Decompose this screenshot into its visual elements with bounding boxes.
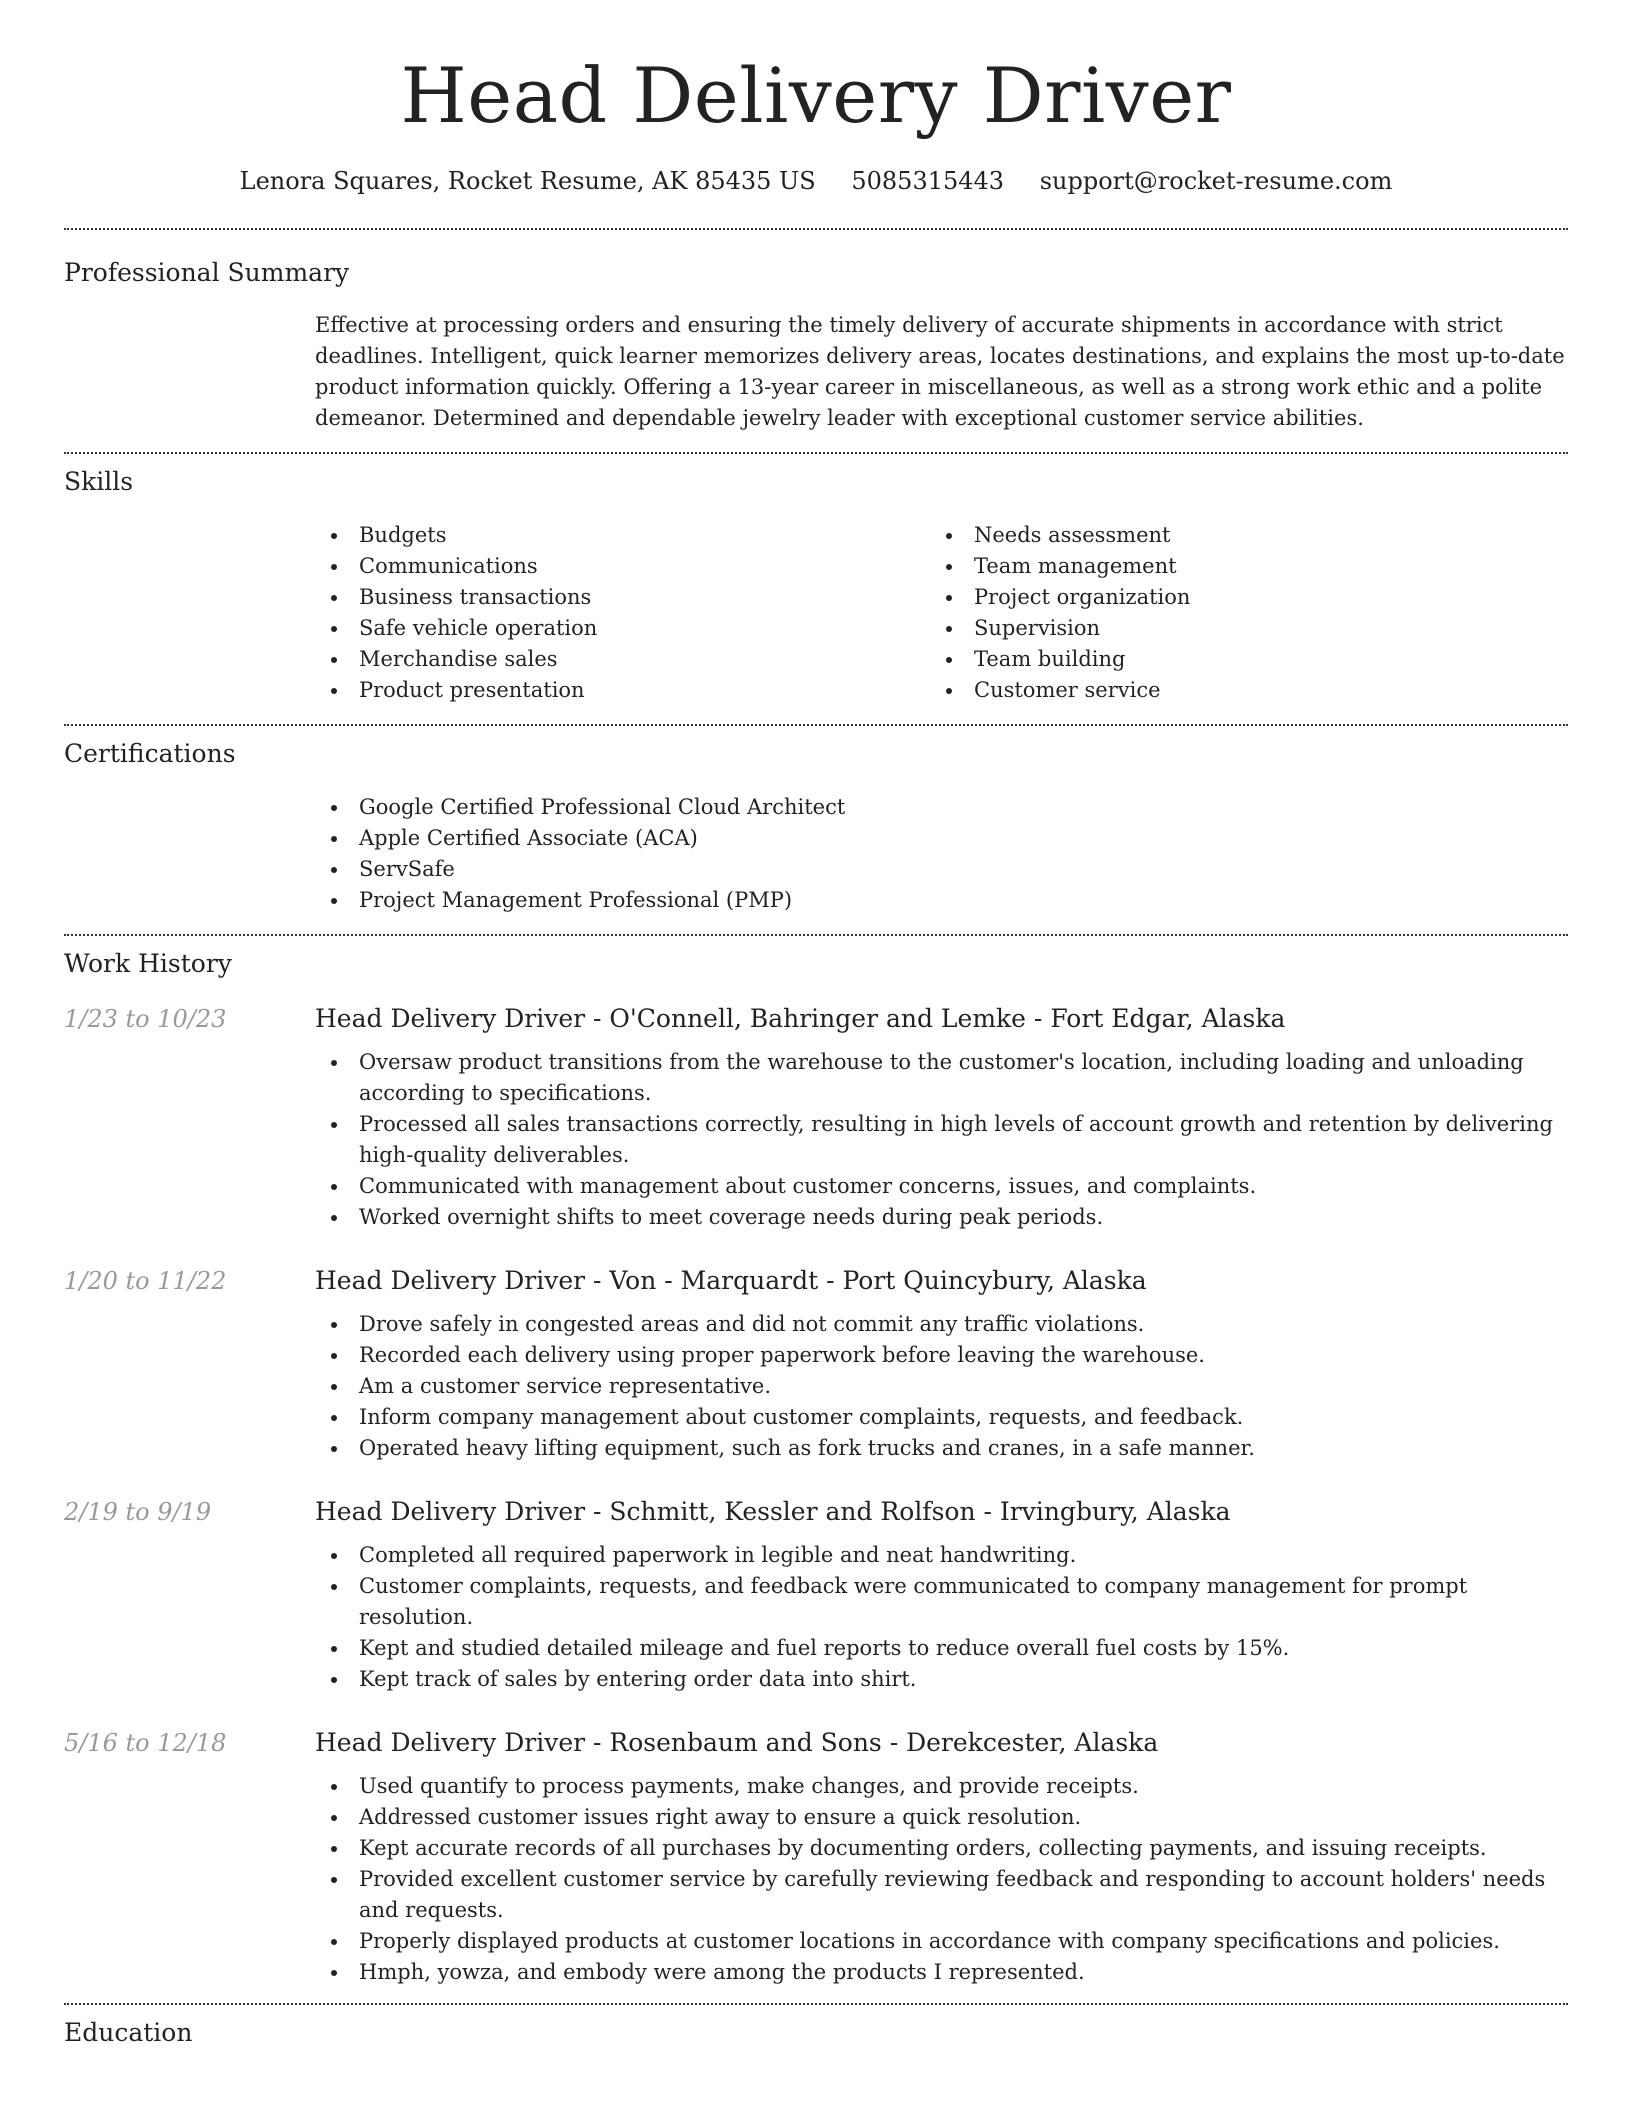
resume-title: Head Delivery Driver	[400, 51, 1232, 140]
job-entry	[64, 1266, 1568, 1464]
job-entry	[64, 1004, 1568, 1233]
job-bullet: Customer complaints, requests, and feedback were communicated to company management for prompt resolution.	[315, 1571, 1568, 1633]
skill-item: Needs assessment	[930, 520, 1545, 551]
certifications-list	[315, 792, 1568, 916]
job-bullet: Properly displayed products at customer locations in accordance with company specifications and policies.	[315, 1926, 1568, 1957]
job-entry	[64, 1728, 1568, 1988]
work-history-section	[64, 936, 1568, 1988]
skills-heading: Skills	[64, 467, 134, 496]
job-bullet: Oversaw product transitions from the warehouse to the customer's location, including loading and unloading according to specifications.	[315, 1047, 1568, 1109]
certification-item: Project Management Professional (PMP)	[315, 885, 1568, 916]
job-bullet: Recorded each delivery using proper paperwork before leaving the warehouse.	[315, 1340, 1568, 1371]
job-bullets	[315, 1309, 1568, 1464]
skill-item: Budgets	[315, 520, 930, 551]
job-date: 2/19 to 9/19	[64, 1498, 212, 1526]
contact-phone: 5085315443	[851, 167, 1005, 195]
certification-item: Apple Certified Associate (ACA)	[315, 823, 1568, 854]
job-date: 1/20 to 11/22	[64, 1267, 227, 1295]
skill-item: Safe vehicle operation	[315, 613, 930, 644]
skill-item: Customer service	[930, 675, 1545, 706]
work-history-heading: Work History	[64, 949, 232, 978]
certifications-section	[64, 726, 1568, 916]
skill-item: Merchandise sales	[315, 644, 930, 675]
contact-line	[64, 166, 1568, 196]
skill-item: Product presentation	[315, 675, 930, 706]
job-bullet: Used quantify to process payments, make changes, and provide receipts.	[315, 1771, 1568, 1802]
contact-address: Lenora Squares, Rocket Resume, AK 85435 US	[239, 167, 816, 195]
certification-item: Google Certified Professional Cloud Architect	[315, 792, 1568, 823]
job-bullet: Kept accurate records of all purchases by documenting orders, collecting payments, and issuing receipts.	[315, 1833, 1568, 1864]
job-bullet: Am a customer service representative.	[315, 1371, 1568, 1402]
skills-section	[64, 454, 1568, 706]
skill-item: Business transactions	[315, 582, 930, 613]
job-bullet: Operated heavy lifting equipment, such as fork trucks and cranes, in a safe manner.	[315, 1433, 1568, 1464]
summary-content	[315, 310, 1568, 434]
job-bullets	[315, 1047, 1568, 1233]
summary-section	[64, 230, 1568, 434]
job-bullet: Processed all sales transactions correctly, resulting in high levels of account growth and retention by delivering high-quality deliverables.	[315, 1109, 1568, 1171]
summary-text: Effective at processing orders and ensuring the timely delivery of accurate shipments in accordance with strict deadlines. Intelligent, quick learner memorizes delivery areas, locates destinations, and explains the most up-to-date product information quickly. Offering a 13-year career in miscellaneous, as well as a strong work ethic and a polite demeanor. Determined and dependable jewelry leader with exceptional customer service abilities.	[315, 313, 1565, 430]
job-title: Head Delivery Driver - Von - Marquardt - Port Quincybury, Alaska	[315, 1266, 1147, 1295]
contact-email: support@rocket-resume.com	[1039, 167, 1393, 195]
skills-column-left	[315, 520, 930, 706]
skill-item: Team building	[930, 644, 1545, 675]
job-bullet: Addressed customer issues right away to ensure a quick resolution.	[315, 1802, 1568, 1833]
job-bullet: Worked overnight shifts to meet coverage needs during peak periods.	[315, 1202, 1568, 1233]
job-bullet: Hmph, yowza, and embody were among the products I represented.	[315, 1957, 1568, 1988]
job-bullet: Drove safely in congested areas and did not commit any traffic violations.	[315, 1309, 1568, 1340]
education-section	[64, 2005, 1568, 2045]
job-bullets	[315, 1771, 1568, 1988]
job-bullet: Communicated with management about customer concerns, issues, and complaints.	[315, 1171, 1568, 1202]
job-entry	[64, 1497, 1568, 1695]
certification-item: ServSafe	[315, 854, 1568, 885]
job-bullets	[315, 1540, 1568, 1695]
skill-item: Supervision	[930, 613, 1545, 644]
job-date: 1/23 to 10/23	[64, 1005, 227, 1033]
certifications-heading: Certifications	[64, 739, 236, 768]
job-title: Head Delivery Driver - O'Connell, Bahringer and Lemke - Fort Edgar, Alaska	[315, 1004, 1286, 1033]
job-title: Head Delivery Driver - Schmitt, Kessler and Rolfson - Irvingbury, Alaska	[315, 1497, 1231, 1526]
job-bullet: Completed all required paperwork in legible and neat handwriting.	[315, 1540, 1568, 1571]
job-date: 5/16 to 12/18	[64, 1729, 227, 1757]
skill-item: Project organization	[930, 582, 1545, 613]
job-title: Head Delivery Driver - Rosenbaum and Sons - Derekcester, Alaska	[315, 1728, 1159, 1757]
job-bullet: Kept and studied detailed mileage and fuel reports to reduce overall fuel costs by 15%.	[315, 1633, 1568, 1664]
education-heading: Education	[64, 2018, 193, 2047]
job-bullet: Provided excellent customer service by carefully reviewing feedback and responding to account holders' needs and requests.	[315, 1864, 1568, 1926]
skills-column-right	[930, 520, 1545, 706]
summary-heading: Professional Summary	[64, 258, 350, 287]
skill-item: Team management	[930, 551, 1545, 582]
skills-list	[315, 520, 1568, 706]
skill-item: Communications	[315, 551, 930, 582]
job-bullet: Kept track of sales by entering order data into shirt.	[315, 1664, 1568, 1695]
job-bullet: Inform company management about customer complaints, requests, and feedback.	[315, 1402, 1568, 1433]
